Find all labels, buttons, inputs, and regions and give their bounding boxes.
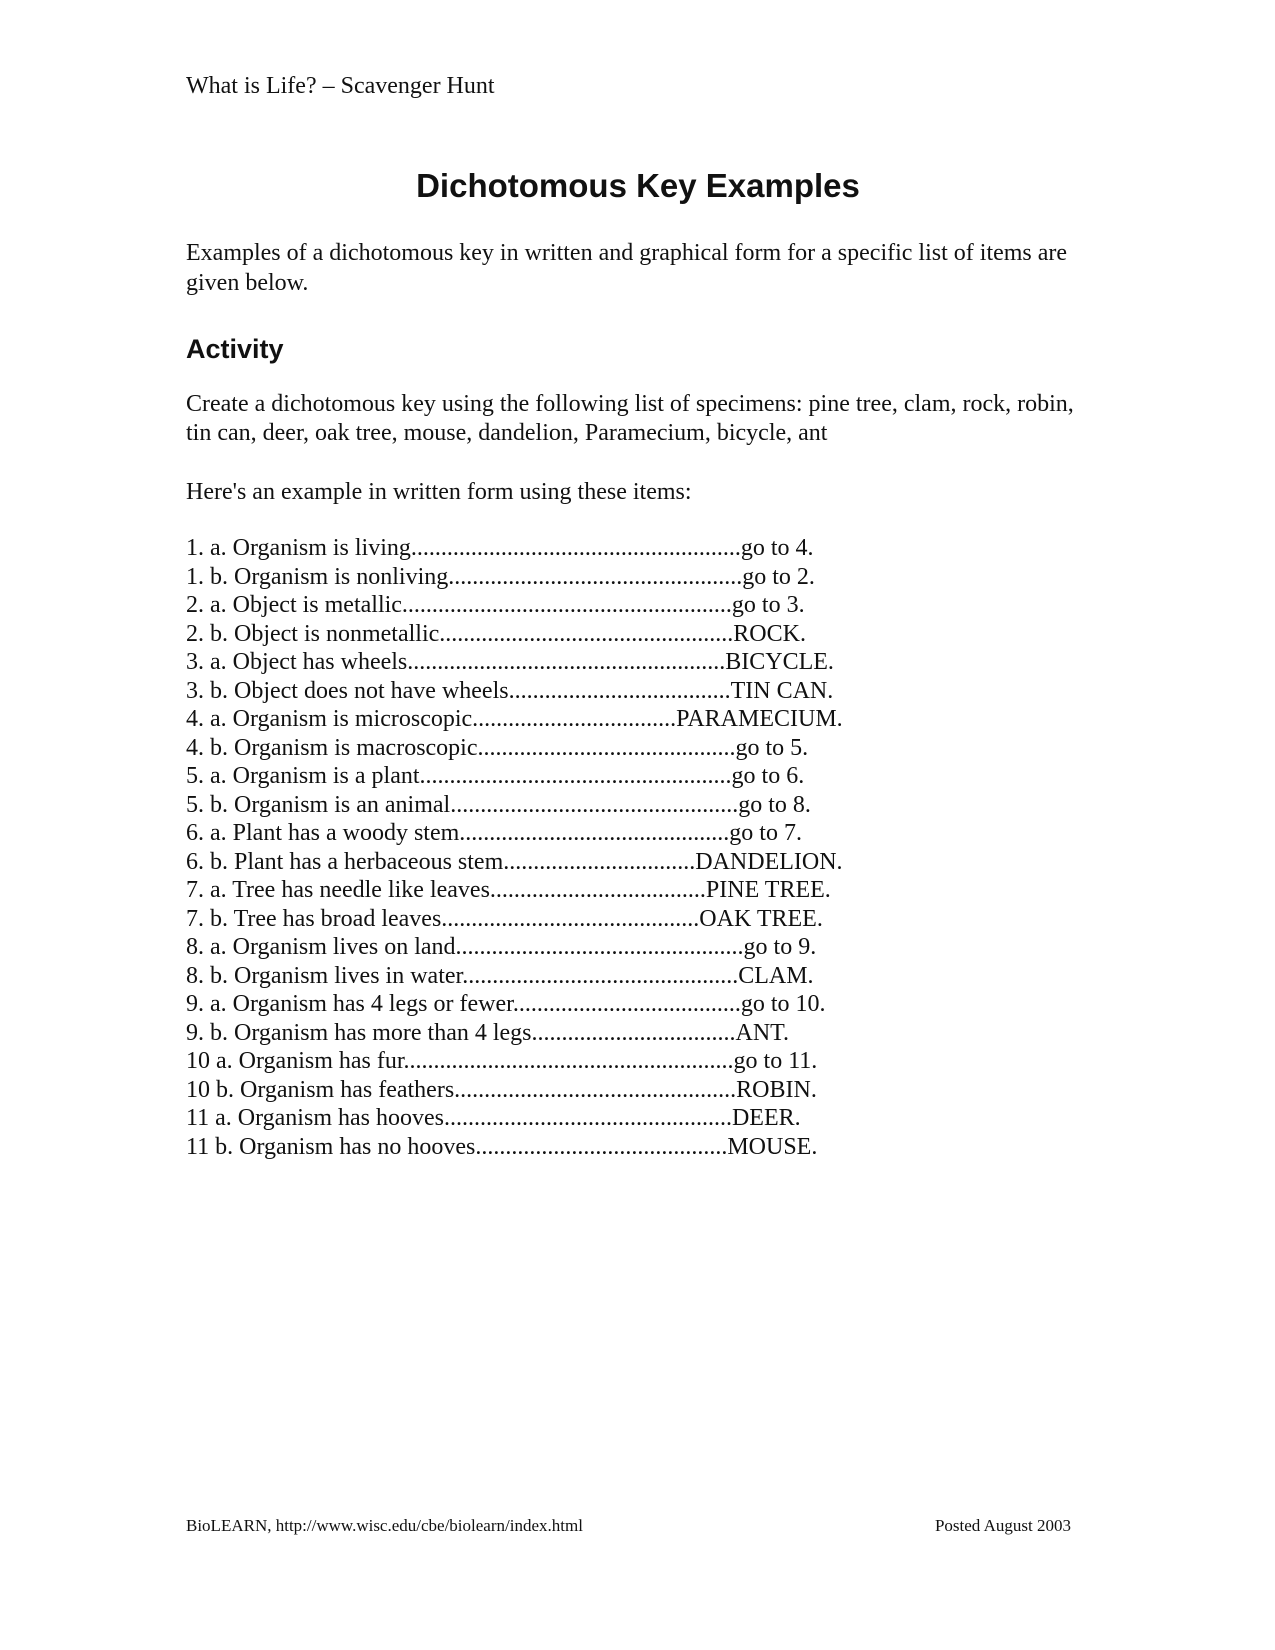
- intro-paragraph: Examples of a dichotomous key in written and graphical form for a specific list of items are given below.: [186, 240, 1068, 296]
- key-line-5b: 5. b. Organism is an animal................................................go to 8.: [186, 791, 811, 818]
- key-step-3: [186, 648, 843, 705]
- key-line-1a: 1. a. Organism is living.......................................................go to 4.: [186, 535, 814, 561]
- page-title: Dichotomous Key Examples: [416, 167, 860, 204]
- key-step-5: [186, 762, 843, 819]
- key-line-10a: 10 a. Organism has fur.......................................................go to 11.: [186, 1048, 818, 1074]
- key-line-3a: 3. a. Object has wheels.....................................................BICYCLE.: [186, 649, 834, 675]
- key-step-10: [186, 1047, 843, 1104]
- key-step-7: [186, 876, 843, 933]
- key-line-4a: 4. a. Organism is microscopic..................................PARAMECIUM.: [186, 706, 843, 732]
- footer-source: BioLEARN, http://www.wisc.edu/cbe/biolearn/index.html: [186, 1516, 583, 1535]
- key-line-10b: 10 b. Organism has feathers...............................................ROBIN.: [186, 1076, 817, 1103]
- activity-paragraph: Create a dichotomous key using the following list of specimens: pine tree, clam, rock, robin, tin can, deer, oak tree, mouse, dandelion, Paramecium, bicycle, ant: [186, 391, 1074, 446]
- key-step-1: [186, 534, 843, 591]
- key-line-7b: 7. b. Tree has broad leaves...........................................OAK TREE.: [186, 905, 823, 932]
- key-line-6a: 6. a. Plant has a woody stem.............................................go to 7.: [186, 820, 802, 846]
- footer-date: Posted August 2003: [934, 1516, 1071, 1535]
- dichotomous-key-list: [186, 534, 843, 1161]
- activity-heading: Activity: [186, 334, 284, 364]
- key-line-3b: 3. b. Object does not have wheels.....................................TIN CAN.: [186, 677, 834, 704]
- key-line-4b: 4. b. Organism is macroscopic...........................................go to 5.: [186, 734, 809, 761]
- running-header: What is Life? – Scavenger Hunt: [186, 73, 495, 99]
- key-line-7a: 7. a. Tree has needle like leaves....................................PINE TREE.: [186, 877, 831, 903]
- key-line-9a: 9. a. Organism has 4 legs or fewer......................................go to 10.: [186, 991, 826, 1017]
- key-line-11b: 11 b. Organism has no hooves..........................................MOUSE.: [186, 1133, 818, 1160]
- example-intro-line: Here's an example in written form using these items:: [186, 479, 692, 505]
- key-line-2a: 2. a. Object is metallic.......................................................go to 3.: [186, 592, 805, 618]
- key-step-11: [186, 1104, 843, 1161]
- key-step-6: [186, 819, 843, 876]
- key-line-2b: 2. b. Object is nonmetallic.................................................ROCK.: [186, 620, 806, 647]
- key-line-9b: 9. b. Organism has more than 4 legs..................................ANT.: [186, 1019, 790, 1046]
- key-step-4: [186, 705, 843, 762]
- key-step-2: [186, 591, 843, 648]
- key-line-6b: 6. b. Plant has a herbaceous stem................................DANDELION.: [186, 848, 843, 875]
- key-line-11a: 11 a. Organism has hooves................................................DEER.: [186, 1105, 801, 1131]
- key-line-8b: 8. b. Organism lives in water..............................................CLAM.: [186, 962, 814, 989]
- key-step-8: [186, 933, 843, 990]
- key-line-8a: 8. a. Organism lives on land................................................go to 9.: [186, 934, 817, 960]
- key-step-9: [186, 990, 843, 1047]
- key-line-1b: 1. b. Organism is nonliving.................................................go to 2.: [186, 563, 815, 590]
- key-line-5a: 5. a. Organism is a plant....................................................go to 6.: [186, 763, 805, 789]
